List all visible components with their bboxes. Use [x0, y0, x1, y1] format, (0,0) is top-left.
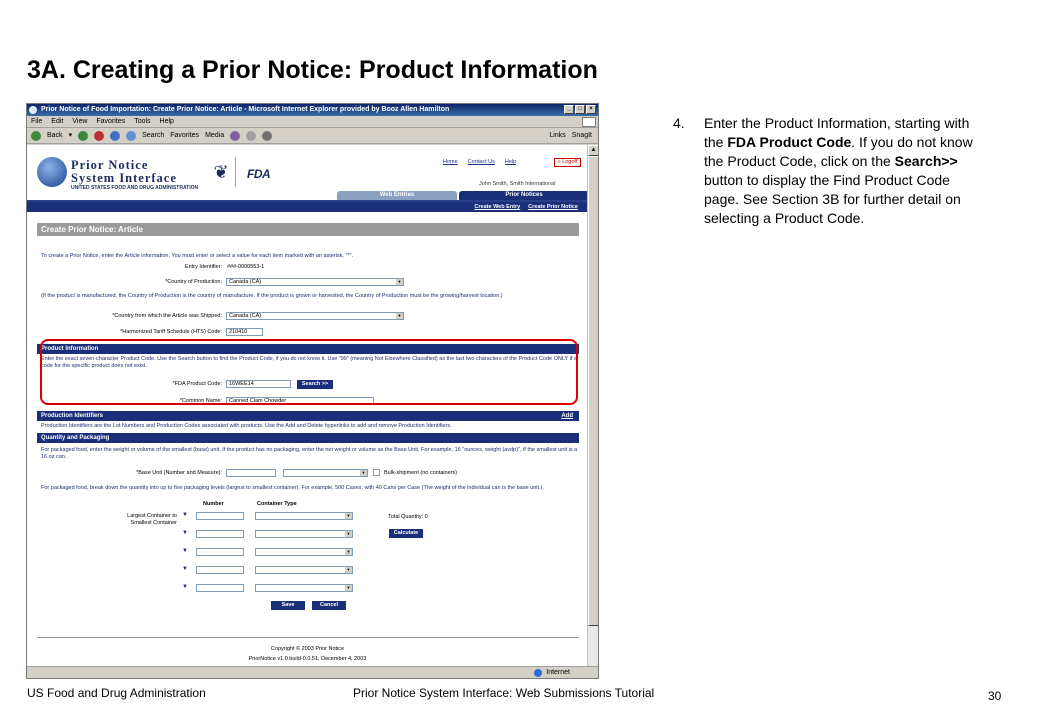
highlight-box: [40, 339, 578, 405]
sub-navigation: [27, 200, 588, 212]
bulk-shipment-label: Bulk-shipment (no containers): [384, 470, 458, 476]
level-2-arrow-icon: ▼: [182, 530, 188, 536]
stop-icon[interactable]: [94, 131, 104, 141]
package-level-4-number[interactable]: [196, 566, 244, 574]
help-link[interactable]: Help: [504, 159, 517, 165]
slide-title: 3A. Creating a Prior Notice: Product Information: [27, 56, 598, 84]
site-title: Prior Notice System Interface: [71, 158, 177, 185]
level-4-arrow-icon: ▼: [182, 566, 188, 572]
hhs-logo-icon: ❦: [213, 162, 229, 182]
back-dropdown-icon[interactable]: ▾: [68, 131, 73, 139]
chevron-down-icon: ▼: [346, 585, 351, 590]
hts-label: *Harmonized Tariff Schedule (HTS) Code:: [120, 329, 222, 335]
copyright-text: Copyright © 2003 Prior Notice: [270, 646, 345, 652]
number-column-header: Number: [203, 501, 224, 507]
package-level-2-container[interactable]: [255, 530, 353, 538]
cancel-button[interactable]: Cancel: [312, 601, 346, 610]
menu-bar: [27, 116, 598, 128]
entry-identifier-label: Entry Identifier:: [185, 264, 222, 270]
bulk-shipment-checkbox[interactable]: [373, 469, 380, 476]
media-button[interactable]: Media: [205, 131, 225, 139]
country-production-select[interactable]: Canada (CA) ▼: [226, 278, 404, 286]
base-unit-number-input[interactable]: [226, 469, 276, 477]
common-name-label: *Common Name:: [179, 398, 222, 404]
level-5-arrow-icon: ▼: [182, 584, 188, 590]
home-link[interactable]: Home: [443, 159, 458, 165]
history-icon[interactable]: [230, 131, 240, 141]
search-button[interactable]: Search: [142, 131, 165, 139]
menu-view[interactable]: View: [72, 118, 88, 125]
country-shipped-label: *Country from which the Article was Shipped:: [112, 313, 222, 319]
contact-us-link[interactable]: Contact Us: [467, 159, 495, 165]
base-unit-measure-select[interactable]: [283, 469, 368, 477]
browser-window: [26, 103, 599, 679]
country-production-label: *Country of Production:: [165, 279, 222, 285]
production-identifiers-note: Production Identifiers are the Lot Numbers and Production Codes associated with products. Use the Add and Delete hyperlinks to add and remove Production Identifiers.: [41, 423, 452, 429]
site-subtitle: UNITED STATES FOOD AND DRUG ADMINISTRATION: [71, 185, 199, 191]
chevron-down-icon: ▼: [397, 313, 402, 318]
header-links: [443, 159, 516, 165]
window-title: Prior Notice of Food Importation: Create Prior Notice: Article - Microsoft Internet Explorer provided by Booz Allen Hamilton: [41, 106, 450, 113]
browser-titlebar: [27, 104, 598, 116]
status-bar: [27, 666, 598, 678]
save-button[interactable]: Save: [271, 601, 305, 610]
maximize-button[interactable]: □: [575, 105, 585, 114]
fda-product-code-label: *FDA Product Code:: [172, 381, 222, 387]
base-unit-note: For packaged food, enter the weight or volume of the smallest (base) unit. If the product has no packaging, enter the net weight or volume as the Base Unit. For example, 16 "ounces, weight (avdp)", if the smallest unit is a 16 oz can.: [41, 447, 578, 460]
menu-file[interactable]: File: [31, 118, 43, 125]
scroll-thumb[interactable]: [588, 156, 599, 626]
package-level-3-container[interactable]: [255, 548, 353, 556]
chevron-down-icon: ▼: [346, 513, 351, 518]
country-note: (If the product is manufactured, the Country of Production is the country of manufacture. If the product is grown or harvested, the Country of Production must be the growing/harvest location.): [41, 293, 503, 299]
vertical-scrollbar[interactable]: [587, 145, 598, 667]
menu-favorites[interactable]: Favorites: [96, 118, 126, 125]
tab-prior-notices[interactable]: Prior Notices: [459, 191, 588, 200]
package-level-2-number[interactable]: [196, 530, 244, 538]
step-number: 4.: [673, 115, 685, 131]
snagit-button[interactable]: SnagIt: [571, 132, 592, 139]
container-type-column-header: Container Type: [257, 501, 297, 507]
smallest-container-label: Smallest Container: [130, 520, 177, 526]
print-icon[interactable]: [262, 131, 272, 141]
refresh-icon[interactable]: [110, 131, 120, 141]
hts-code-input[interactable]: 210410: [226, 328, 263, 336]
page-title: Create Prior Notice: Article: [37, 223, 579, 236]
level-1-arrow-icon: ▼: [182, 512, 188, 518]
common-name-input[interactable]: Canned Clam Chowder: [226, 397, 374, 405]
close-button[interactable]: ×: [586, 105, 596, 114]
product-information-header: Product Information: [37, 344, 579, 354]
web-page: [27, 145, 588, 667]
chevron-down-icon: ▼: [361, 470, 366, 475]
footer-divider: [37, 637, 579, 638]
chevron-down-icon: ▼: [397, 279, 402, 284]
forward-icon[interactable]: [78, 131, 88, 141]
tab-web-entries[interactable]: Web Entries: [337, 191, 457, 200]
menu-edit[interactable]: Edit: [51, 118, 64, 125]
build-text: PriorNotice v1.0 build-0.0.51, December 4, 2003: [248, 656, 367, 662]
browser-toolbar: [27, 128, 598, 144]
chevron-down-icon: ▼: [346, 531, 351, 536]
base-unit-label: *Base Unit (Number and Measure):: [136, 470, 222, 476]
entry-identifier-value: ###-0000553-1: [227, 264, 265, 270]
home-icon[interactable]: [126, 131, 136, 141]
chevron-down-icon: ▼: [346, 549, 351, 554]
add-production-identifier-link[interactable]: Add: [561, 413, 573, 419]
package-level-5-container[interactable]: [255, 584, 353, 592]
product-code-note: Enter the exact seven-character Product Code. Use the Search button to find the Product Code, if you do not know it. Use "99" (meaning Not Elsewhere Classified) as the last two characters of the Product Code ONLY if a code for the specific product does not exist.: [41, 356, 577, 369]
create-web-entry-link[interactable]: Create Web Entry: [474, 204, 521, 210]
quantity-packaging-header: Quantity and Packaging: [37, 433, 579, 443]
total-quantity: Total Quantity: 0: [388, 514, 428, 520]
menu-help[interactable]: Help: [159, 118, 174, 125]
user-name: John Smith, Smith International: [479, 181, 556, 187]
intro-text: To create a Prior Notice, enter the Article information. You must enter or select a value for each item marked with an asterisk, "*".: [41, 253, 354, 259]
package-level-4-container[interactable]: [255, 566, 353, 574]
security-zone: Internet: [534, 667, 570, 679]
minimize-button[interactable]: _: [564, 105, 574, 114]
production-identifiers-header: Production Identifiers Add: [37, 411, 579, 421]
create-prior-notice-link[interactable]: Create Prior Notice: [528, 204, 578, 210]
chevron-down-icon: ▼: [346, 567, 351, 572]
package-level-5-number[interactable]: [196, 584, 244, 592]
scroll-up-icon[interactable]: ▲: [588, 145, 599, 156]
level-3-arrow-icon: ▼: [182, 548, 188, 554]
footer-left: US Food and Drug Administration: [27, 686, 206, 700]
largest-container-label: Largest Container to: [127, 513, 177, 519]
back-button[interactable]: Back: [47, 131, 63, 139]
footer-center: Prior Notice System Interface: Web Submissions Tutorial: [353, 686, 655, 700]
menu-tools[interactable]: Tools: [134, 118, 151, 125]
header-divider: [235, 157, 236, 187]
windows-logo-icon: [582, 117, 596, 127]
internet-zone-icon: [534, 669, 542, 677]
country-shipped-select[interactable]: Canada (CA) ▼: [226, 312, 404, 320]
instruction-step: [673, 114, 973, 228]
package-level-1-number[interactable]: [196, 512, 244, 520]
logoff-button[interactable]: » Logoff: [554, 158, 581, 167]
calculate-button[interactable]: Calculate: [389, 529, 423, 538]
fda-product-code-input[interactable]: 16WEE14: [226, 380, 291, 388]
package-level-3-number[interactable]: [196, 548, 244, 556]
package-level-1-container[interactable]: [255, 512, 353, 520]
links-button[interactable]: Links: [549, 132, 566, 139]
fda-logo: FDA: [247, 167, 271, 181]
favorites-button[interactable]: Favorites: [170, 131, 200, 139]
back-icon[interactable]: [31, 131, 41, 141]
page-number: 30: [988, 689, 1002, 703]
globe-logo-icon: [37, 157, 67, 187]
search-product-code-button[interactable]: Search >>: [297, 380, 333, 389]
mail-icon[interactable]: [246, 131, 256, 141]
step-text: Enter the Product Information, starting with the FDA Product Code. If you do not know the Product Code, click on the Search>> button to display the Find Product Code page. See Section 3B for further detail on selecting a Product Code.: [704, 115, 973, 226]
packaging-note: For packaged food, break down the quantity into up to five packaging levels (largest to smallest container). For example, 500 Cases, with 40 Cans per Case (The weight of the individual can is the base unit.).: [41, 485, 544, 491]
ie-icon: [29, 106, 37, 114]
